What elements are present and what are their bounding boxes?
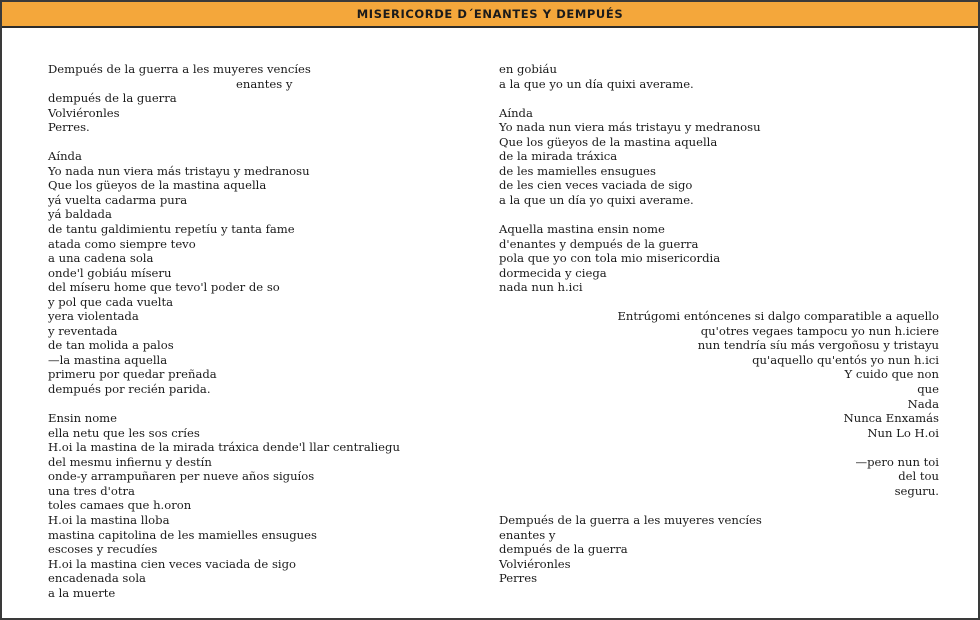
poem-line: Entrúgomi entóncenes si dalgo comparatible a aquello [617,309,939,324]
poem-line: Que los güeyos de la mastina aquella [499,134,718,149]
poem-line: y reventada [48,323,118,338]
poem-line: atada como siempre tevo [48,236,196,251]
poem-line: yera violentada [48,309,139,324]
poem-line: de tan molida a palos [48,338,174,353]
poem-line: de la mirada tráxica [499,149,618,164]
poem-line: de les mamielles ensugues [499,163,656,178]
poem-line: H.oi la mastina cien veces vaciada de sigo [48,556,296,571]
poem-line: qu'aquello qu'entós yo nun h.ici [752,352,939,367]
poem-line: Yo nada nun viera más tristayu y medranosu [48,163,310,178]
poem-line: onde-y arrampuñaren per nueve años siguíos [48,469,315,484]
poem-line: Aínda [48,149,82,164]
poem-line: escoses y recudíes [48,542,158,557]
poem-line: a la que un día yo quixi averame. [499,192,694,207]
poem-line: Volviéronles [499,556,571,571]
poem-line: H.oi la mastina de la mirada tráxica dende'l llar centraliegu [48,440,400,455]
poem-line: Yo nada nun viera más tristayu y medranosu [499,120,761,135]
poem-left-column [48,62,468,600]
poem-line: dormecida y ciega [499,265,607,280]
poem-line: pola que yo con tola mio misericordia [499,251,721,266]
poem-line: d'enantes y dempués de la guerra [499,236,699,251]
poem-line: Y cuido que non [844,367,939,382]
poem-line: a la muerte [48,585,116,600]
poem-line: de tantu galdimientu repetíu y tanta fame [48,222,295,237]
poem-right-column [499,62,939,586]
poem-line: enantes y [499,527,556,542]
poem-line: enantes y [236,76,293,91]
poem-line: del mesmu infiernu y destín [48,454,212,469]
poem-line: yá baldada [48,207,112,222]
poem-line: toles camaes que h.oron [48,498,192,513]
poem-line: nada nun h.ici [499,280,583,295]
poem-line: nun tendría síu más vergoñosu y tristayu [697,338,939,353]
poem-line: Nada [907,396,939,411]
poem-line: Nun Lo H.oi [867,425,939,440]
poem-line: dempués de la guerra [499,542,628,557]
poem-line: en gobiáu [499,62,557,76]
poem-line: —la mastina aquella [48,352,168,367]
poem-line: una tres d'otra [48,483,135,498]
poem-line: dempués por recién parida. [48,382,211,397]
poem-line: Que los güeyos de la mastina aquella [48,178,267,193]
poem-line: primeru por quedar preñada [48,367,217,382]
poem-line: dempués de la guerra [48,91,177,106]
poem-line: del tou [898,469,939,484]
poem-line: Nunca Enxamás [843,411,939,426]
poem-line: H.oi la mastina lloba [48,512,170,527]
poem-line: onde'l gobiáu míseru [48,265,172,280]
page-title: MISERICORDE D´ENANTES Y DEMPUÉS [2,2,978,28]
poem-line: y pol que cada vuelta [48,294,174,309]
poem-line: Aquella mastina ensin nome [499,222,665,237]
poem-line: Volviéronles [48,105,120,120]
poem-line: encadenada sola [48,571,146,586]
poem-line: a la que yo un día quixi averame. [499,76,694,91]
poem-line: Dempués de la guerra a les muyeres vencíes [499,512,762,527]
poem-line: Aínda [499,105,533,120]
poem-line: —pero nun toi [855,454,939,469]
poem-line: a una cadena sola [48,251,154,266]
poem-line: qu'otres vegaes tampocu yo nun h.iciere [700,323,939,338]
poem-line: Perres. [48,120,90,135]
poem-line: Perres [499,571,538,586]
poem-line: Dempués de la guerra a les muyeres vencíes [48,62,311,76]
poem-line: ella netu que les sos críes [48,425,200,440]
poem-line: mastina capitolina de les mamielles ensugues [48,527,317,542]
poem-line: que [917,382,939,397]
poem-line: seguru. [894,483,939,498]
poem-line: yá vuelta cadarma pura [48,192,188,207]
poem-line: del míseru home que tevo'l poder de so [48,280,280,295]
poem-line: de les cien veces vaciada de sigo [499,178,693,193]
poem-line: Ensin nome [48,411,118,426]
